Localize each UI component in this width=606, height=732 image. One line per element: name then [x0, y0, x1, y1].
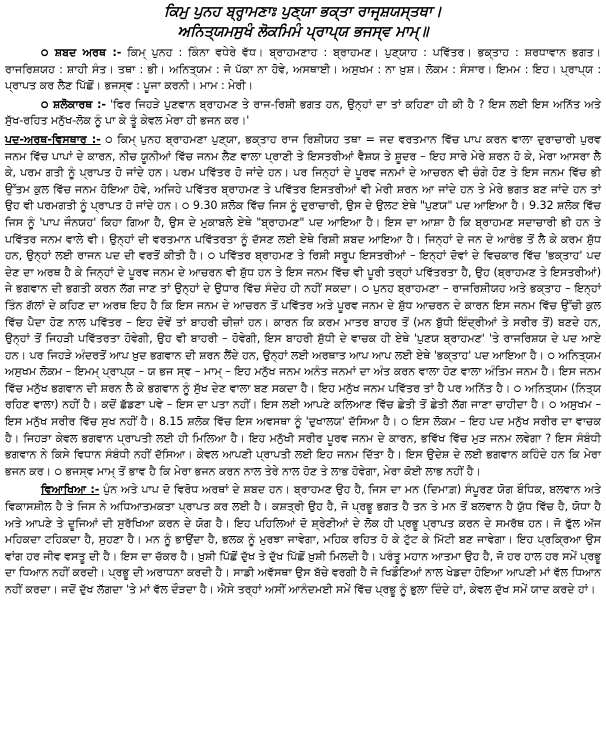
- shabad-arth-section: [5, 45, 601, 95]
- shlokarth-heading: ੦ ਸ਼ਲੋਕਾਰਥ :-: [41, 97, 106, 111]
- shlokarth-section: [5, 97, 601, 130]
- verse-line-1: ਕਿਮੁ ਪੁਨਹ ਬ੍ਰਾਹ੍ਮਣਾਃ ਪੁਣ੍ਯਾ ਭਕ੍ਤਾ ਰਾਜਰ੍ਸ਼ਯਸ੍ਤਥਾ।: [164, 3, 442, 20]
- shlokarth-text: 'ਫਿਰ ਜਿਹੜੇ ਪੁਣਵਾਨ ਬ੍ਰਾਹਮਣ ਤੇ ਰਾਜ-ਰਿਸ਼ੀ ਭਗਤ ਹਨ, ਉਨ੍ਹਾਂ ਦਾ ਤਾਂ ਕਹਿਣਾ ਹੀ ਕੀ ਹੈ ? ਇਸ ਲਈ ਇਸ ਅਨਿੱਤ ਅਤੇ ਸੁੱਖ-ਰਹਿਤ ਮਨੁੱਖ-ਲੋਕ ਨੂੰ ਪਾ ਕੇ ਤੂੰ ਕੇਵਲ ਮੇਰਾ ਹੀ ਭਜਨ ਕਰ।': [5, 97, 601, 128]
- viakhia-text: ਪੁੰਨ ਅਤੇ ਪਾਪ ਦੋ ਵਿਰੋਧ ਅਰਥਾਂ ਦੇ ਸ਼ਬਦ ਹਨ। ਬ੍ਰਾਹਮਣ ਉਹ ਹੈ, ਜਿਸ ਦਾ ਮਨ (ਦਿਮਾਗ਼) ਸੰਪੂਰਣ ਯੋਗ ਬੌਧਿਕ, ਬਲਵਾਨ ਅਤੇ ਵਿਕਾਸਸ਼ੀਲ ਹੈ ਤੇ ਜਿਸ ਨੇ ਅਧਿਆਤਮਕਤਾ ਪ੍ਰਾਪਤ ਕਰ ਲਈ ਹੈ। ਕਸ਼ਤ੍ਰੀ ਉਹ ਹੈ, ਜੋ ਪ੍ਰਭੂ ਭਗਤ ਹੈ ਤਨ ਤੇ ਮਨ ਤੋਂ ਬਲਵਾਨ ਹੈ ਯੁੱਧ ਵਿੱਚ ਹੈ, ਯੋਧਾ ਹੈ ਅਤੇ ਆਪਣੇ ਤੇ ਦੂਜਿਆਂ ਦੀ ਸੁਰੱਖਿਆ ਕਰਨ ਦੇ ਯੋਗ ਹੈ। ਇਹ ਪਹਿਲਿਆਂ ਦੋ ਸ਼੍ਰੇਣੀਆਂ ਦੇ ਲੋਕ ਹੀ ਪ੍ਰਭੂ ਪ੍ਰਾਪਤ ਕਰਨ ਦੇ ਸਮਰੱਥ ਹਨ। ਜੋ ਫੁੱਲ ਅੱਜ ਮਹਿਕਦਾ ਟਹਿਕਦਾ ਹੈ, ਸੁਹਣਾ ਹੈ। ਮਨ ਨੂੰ ਭਾਉਂਦਾ ਹੈ, ਭਲਕ ਨੂੰ ਮੁਰਝਾ ਜਾਵੇਗਾ, ਮਹਿਕ ਰਹਿਤ ਹੋ ਕੇ ਟੁੱਟ ਕੇ ਮਿੱਟੀ ਬਣ ਜਾਵੇਗਾ। ਇਹ ਪ੍ਰਕ੍ਰਿਆ ਉਸ ਵਾਂਗ ਹਰ ਜੀਵ ਵਸਤੂ ਦੀ ਹੈ। ਇਸ ਦਾ ਚੱਕਰ ਹੈ। ਖ਼ੁਸ਼ੀ ਪਿੱਛੋਂ ਦੁੱਖ ਤੇ ਦੁੱਖ ਪਿੱਛੋਂ ਖ਼ੁਸ਼ੀ ਮਿਲਦੀ ਹੈ। ਪਰੰਤੂ ਮਹਾਨ ਆਤਮਾ ਉਹ ਹੈ, ਜੋ ਹਰ ਹਾਲ ਹਰ ਸਮੇਂ ਪ੍ਰਭੂ ਦਾ ਧਿਆਨ ਨਹੀਂ ਕਰਦੀ। ਪ੍ਰਭੂ ਦੀ ਅਰਾਧਨਾ ਕਰਦੀ ਹੈ। ਸਾਡੀ ਅਵੱਸਥਾ ਉਸ ਬੱਚੇ ਵਰਗੀ ਹੈ ਜੋ ਖਿਡੌਣਿਆਂ ਨਾਲ ਖੇਡਦਾ ਹੋਇਆ ਆਪਣੀ ਮਾਂ ਵੱਲ ਧਿਆਨ ਨਹੀਂ ਕਰਦਾ। ਜਦੋਂ ਦੁੱਖ ਲੱਗਦਾ 'ਤੇ ਮਾਂ ਵੱਲ ਦੌੜਦਾ ਹੈ। ਐਸੇ ਤਰ੍ਹਾਂ ਅਸੀਂ ਆਨੰਦਮਈ ਸਮੇਂ ਵਿੱਚ ਪ੍ਰਭੂ ਨੂੰ ਭੁਲਾ ਦਿੰਦੇ ਹਾਂ, ਕੇਵਲ ਦੁੱਖ ਸਮੇਂ ਯਾਦ ਕਰਦੇ ਹਾਂ।: [5, 483, 601, 596]
- shabad-arth-heading: ੦ ਸ਼ਬਦ ਅਰਥ :-: [41, 46, 122, 59]
- verse-line-2: ਅਨਿਤ੍ਯਮਸੁਖੰ ਲੋਕਮਿਮੰ ਪ੍ਰਾਪ੍ਯ ਭਜਸ੍ਵ ਮਾਮ੍॥: [177, 23, 429, 40]
- pad-arth-heading: ਪਦ-ਅਰਥ-ਵਿਸਥਾਰ :-: [5, 132, 101, 146]
- pad-arth-text: ੦ ਕਿਮ੍ ਪੁਨਹ ਬ੍ਰਾਹਮਣਾ ਪੁਣ੍ਯਾ, ਭਕ੍ਤਾਹ ਰਾਜ ਰਿਸ਼ੀਯਹ ਤਥਾ = ਜਦ ਵਰਤਮਾਨ ਵਿੱਚ ਪਾਪ ਕਰਨ ਵਾਲਾ ਦੁਰਾਚਾਰੀ ਪੁਰਵ ਜਨਮ ਵਿੱਚ ਪਾਪਾਂ ਦੇ ਕਾਰਨ, ਨੀਚ ਯੂਨੀਆਂ ਵਿੱਚ ਜਨਮ ਲੈਣ ਵਾਲਾ ਪ੍ਰਾਣੀ ਤੇ ਇਸਤਰੀਆਂ ਵੈਸ਼ਯ ਤੇ ਸ਼ੂਦਰ – ਇਹ ਸਾਰੇ ਮੇਰੇ ਸ਼ਰਨ ਹੋ ਕੇ, ਮੇਰਾ ਆਸਰਾ ਲੈ ਕੇ, ਪਰਮ ਗਤੀ ਨੂੰ ਪ੍ਰਾਪਤ ਹੋ ਜਾਂਦੇ ਹਨ। ਪਰਮ ਪਵਿੱਤਰ ਹੋ ਜਾਂਦੇ ਹਨ। ਪਰ ਜਿਨ੍ਹਾਂ ਦੇ ਪੂਰਵ ਜਨਮਾਂ ਦੇ ਆਚਰਨ ਵੀ ਚੰਗੇ ਹੋਣ ਤੇ ਇਸ ਜਨਮ ਵਿੱਚ ਭੀ ਉੱਤਮ ਕੁਲ ਵਿੱਚ ਜਨਮ ਹੋਇਆ ਹੋਵੇ, ਅਜਿਹੇ ਪਵਿੱਤਰ ਬ੍ਰਾਹਮਣ ਤੇ ਪਵਿੱਤਰ ਇਸਤਰੀਆਂ ਵੀ ਮੇਰੀ ਸ਼ਰਨ ਆ ਜਾਂਦੇ ਹਨ ਤੇ ਮੇਰੇ ਭਗਤ ਬਣ ਜਾਂਦੇ ਹਨ ਤਾਂ ਉਹ ਵੀ ਪਰਮਗਤੀ ਨੂੰ ਪ੍ਰਾਪਤ ਹੋ ਜਾਂਦੇ ਹਨ। ੦ 9.30 ਸ਼ਲੋਕ ਵਿੱਚ ਜਿਸ ਨੂੰ ਦੁਰਾਚਾਰੀ, ਉਸ ਦੇ ਉਲਟ ਏਥੇ "ਪੁਣਯ" ਪਦ ਆਇਆ ਹੈ। 9.32 ਸ਼ਲੋਕ ਵਿੱਚ ਜਿਸ ਨੂੰ 'ਪਾਪ ਜੌਨਯਹ' ਕਿਹਾ ਗਿਆ ਹੈ, ਉਸ ਦੇ ਮੁਕਾਬਲੇ ਏਥੇ "ਬ੍ਰਾਹਮਣ" ਪਦ ਆਇਆ ਹੈ। ਇਸ ਦਾ ਆਸ਼ਾ ਹੈ ਕਿ ਬ੍ਰਾਹਮਣ ਸਦਾਚਾਰੀ ਭੀ ਹਨ ਤੇ ਪਵਿੱਤਰ ਜਨਮ ਵਾਲੇ ਵੀ। ਉਨ੍ਹਾਂ ਦੀ ਵਰਤਮਾਨ ਪਵਿੱਤਰਤਾ ਨੂੰ ਦੱਸਣ ਲਈ ਏਥੇ ਰਿਸ਼ੀ ਸ਼ਬਦ ਆਇਆ ਹੈ। ਜਿਨ੍ਹਾਂ ਦੇ ਜਨ ਦੇ ਆਰੰਭ ਤੋਂ ਲੈ ਕੇ ਕਰਮ ਸ਼ੁੱਧ ਹਨ, ਉਨ੍ਹਾਂ ਲਈ ਰਾਜਨ ਪਦ ਦੀ ਵਰਤੋਂ ਕੀਤੀ ਹੈ। ੦ ਪਵਿੱਤਰ ਬ੍ਰਾਹਮਣ ਤੇ ਰਿਸ਼ੀ ਸਰੂਪ ਇਸਤਰੀਆਂ – ਇਨ੍ਹਾਂ ਦੋਵਾਂ ਦੇ ਵਿਚਕਾਰ ਵਿੱਚ 'ਭਕ੍ਤਾਹ' ਪਦ ਦੇਣ ਦਾ ਅਰਥ ਹੈ ਕੇ ਜਿਨ੍ਹਾਂ ਦੇ ਪੂਰਵ ਜਨਮ ਦੇ ਆਚਰਨ ਵੀ ਸ਼ੁੱਧ ਹਨ ਤੇ ਇਸ ਜਨਮ ਵਿੱਚ ਵੀ ਪੂਰੀ ਤਰ੍ਹਾਂ ਪਵਿੱਤਰਤਾ ਹੈ, ਉਹ (ਬ੍ਰਾਹਮਣ ਤੇ ਇਸਤਰੀਆਂ) ਜੇ ਭਗਵਾਨ ਦੀ ਭਗਤੀ ਕਰਨ ਲੱਗ ਜਾਣ ਤਾਂ ਉਨ੍ਹਾਂ ਦੇ ਉਧਾਰ ਵਿੱਚ ਸੰਦੇਹ ਹੀ ਨਹੀਂ ਸਕਦਾ। ੦ ਪੁਨਹ ਬ੍ਰਾਹਮਣਾ – ਰਾਜਰਿਸ਼ੀਯਹ ਅਤੇ ਭਕ੍ਤਾਹ – ਇਨ੍ਹਾਂ ਤਿੰਨ ਗੱਲਾਂ ਦੇ ਕਹਿਣ ਦਾ ਅਰਥ ਇਹ ਹੈ ਕਿ ਇਸ ਜਨਮ ਦੇ ਆਚਰਨ ਤੋਂ ਪਵਿੱਤਰ ਅਤੇ ਪੂਰਵ ਜਨਮ ਦੇ ਸ਼ੁੱਧ ਆਚਰਨ ਦੇ ਕਾਰਨ ਇਸ ਜਨਮ ਵਿੱਚ ਉੱਚੀ ਕੁਲ ਵਿੱਚ ਪੈਦਾ ਹੋਣ ਨਾਲ ਪਵਿੱਤਰ – ਇਹ ਦੋਵੇਂ ਤਾਂ ਬਾਹਰੀ ਚੀਜ਼ਾਂ ਹਨ। ਕਾਰਨ ਕਿ ਕਰਮ ਮਾਤਰ ਬਾਹਰ ਤੋਂ (ਮਨ ਬੁੱਧੀ ਇੰਦ੍ਰੀਆਂ ਤੇ ਸਰੀਰ ਤੋਂ) ਬਣਦੇ ਹਨ, ਉਨ੍ਹਾਂ ਤੋਂ ਜਿਹੜੀ ਪਵਿੱਤਰਤਾ ਹੋਵੇਗੀ, ਉਹ ਵੀ ਬਾਹਰੀ – ਹੋਵੇਗੀ, ਇਸ ਬਾਹਰੀ ਸ਼ੁੱਧੀ ਦੇ ਵਾਚਕ ਹੀ ਏਥੇ 'ਪੁਣਯ ਬ੍ਰਾਹਮਣ' 'ਤੇ ਰਾਜਰਿਸ਼ਯ ਦੇ ਪਦ ਆਏ ਹਨ। ਪਰ ਜਿਹੜੇ ਅੰਦਰਤੋਂ ਆਪ ਖ਼ੁਦ ਭਗਵਾਨ ਦੀ ਸ਼ਰਨ ਲੈਂਦੇ ਹਨ, ਉਨ੍ਹਾਂ ਲਈ ਅਰਥਾਤ ਆਪ ਆਪ ਲਈ ਏਥੇ 'ਭਕ੍ਤਾਹ' ਪਦ ਆਇਆ ਹੈ। ੦ ਅਨਿਤ੍ਯਮ ਅਸੁਖਮ ਲੋਕਮ – ਇਮਮ੍ ਪ੍ਰਾਪ੍ਯ – ਯ ਭਜ ਸ੍ਵ – ਮਾਮ੍ – ਇਹ ਮਨੁੱਖ ਜਨਮ ਅਨੰਤ ਜਨਮਾਂ ਦਾ ਅੰਤ ਕਰਨ ਵਾਲਾ ਹੋਣ ਵਾਲਾ ਅੰਤਿਮ ਜਨਮ ਹੈ। ਇਸ ਜਨਮ ਵਿੱਚ ਮਨੁੱਖ ਭਗਵਾਨ ਦੀ ਸ਼ਰਨ ਲੈ ਕੇ ਭਗਵਾਨ ਨੂੰ ਸੁੱਖ ਦੇਣ ਵਾਲਾ ਬਣ ਸਕਦਾ ਹੈ। ਇਹ ਮਨੁੱਖ ਜਨਮ ਪਵਿੱਤਰ ਤਾਂ ਹੈ ਪਰ ਅਨਿੱਤ ਹੈ। ੦ ਅਨਿਤ੍ਯਮ (ਨਿਤ੍ਯ ਰਹਿਣ ਵਾਲਾ) ਨਹੀਂ ਹੈ। ਕਦੋਂ ਛੱਡਣਾ ਪਵੇ – ਇਸ ਦਾ ਪਤਾ ਨਹੀਂ। ਇਸ ਲਈ ਆਪਣੇ ਕਲਿਆਣ ਵਿੱਚ ਛੇਤੀ ਤੋਂ ਛੇਤੀ ਲੱਗ ਜਾਣਾ ਚਾਹੀਦਾ ਹੈ। ੦ ਅਸੁਖਮ – ਇਸ ਮਨੁੱਖ ਸਰੀਰ ਵਿੱਚ ਸੁਖ ਨਹੀਂ ਹੈ। 8.15 ਸ਼ਲੋਕ ਵਿੱਚ ਇਸ ਅਵਸਥਾ ਨੂੰ 'ਦੁਖਾਲਯ' ਦੱਸਿਆ ਹੈ। ੦ ਇਸ ਲੋਕਮ – ਇਹ ਪਦ ਮਨੁੱਖ ਸਰੀਰ ਦਾ ਵਾਚਕ ਹੈ। ਜਿਹੜਾ ਕੇਵਲ ਭਗਵਾਨ ਪ੍ਰਾਪਤੀ ਲਈ ਹੀ ਮਿਲਿਆ ਹੈ। ਇਹ ਮਨੁੱਖੀ ਸਰੀਰ ਪੂਰਵ ਜਨਮ ਦੇ ਕਾਰਨ, ਭਵਿੱਖ ਵਿੱਚ ਮੁੜ ਜਨਮ ਲਵੇਗਾ ? ਇਸ ਸੰਬੰਧੀ ਭਗਵਾਨ ਨੇ ਕਿਸੇ ਵਿਧਾਨ ਸੰਬੰਧੀ ਨਹੀਂ ਦੱਸਿਆ। ਕੇਵਲ ਆਪਣੀ ਪ੍ਰਾਪਤੀ ਲਈ ਇਹ ਜਨਮ ਦਿੱਤਾ ਹੈ। ਇਸ ਉਦੇਸ਼ ਦੇ ਲਈ ਭਗਵਾਨ ਕਹਿੰਦੇ ਹਨ ਕਿ ਮੇਰਾ ਭਜਨ ਕਰ। ੦ ਭਜਸ੍ਵ ਮਾਮ੍ ਤੋਂ ਭਾਵ ਹੈ ਕਿ ਮੇਰਾ ਭਜਨ ਕਰਨ ਨਾਲ ਤੇਰੇ ਨਾਲ ਹੋਣ ਤੇ ਲਾਭ ਹੋਵੇਗਾ, ਮੇਰਾ ਕੋਈ ਲਾਭ ਨਹੀਂ ਹੈ।: [5, 132, 601, 478]
- viakhia-heading: ਵਿਆਖਿਆ :-: [41, 483, 100, 497]
- pad-arth-section: [5, 132, 601, 480]
- viakhia-section: [5, 482, 601, 598]
- shabad-arth-text: ਕਿਮ੍ ਪੁਨਹ : ਕਿੰਨਾ ਵਧੇਰੇ ਵੱਧ। ਬ੍ਰਾਹਮਣਾਹ : ਬ੍ਰਾਹਮਣ। ਪੁਣ੍ਯਾਹ : ਪਵਿੱਤਰ। ਭਕ੍ਤਾਹ : ਸ਼ਰਧਾਵਾਨ ਭਗਤ। ਰਾਜਰਿਸ਼ਯਹ : ਸ਼ਾਹੀ ਸੰਤ। ਤਥਾ : ਭੀ। ਅਨਿਤ੍ਯਮ : ਜੋ ਪੱਕਾ ਨਾ ਹੋਵੇ, ਅਸਥਾਈ। ਅਸੁਖਮ : ਨਾ ਖ਼ੁਸ਼। ਲੋਕਮ : ਸੰਸਾਰ। ਇਮਮ : ਇਹ। ਪ੍ਰਾਪ੍ਯ : ਪ੍ਰਾਪਤ ਕਰ ਲੈਣ ਪਿੱਛੋਂ। ਭਜਸ੍ਵ : ਪੂਜਾ ਕਰਨੀ। ਮਾਮ : ਮੇਰੀ।: [5, 46, 602, 93]
